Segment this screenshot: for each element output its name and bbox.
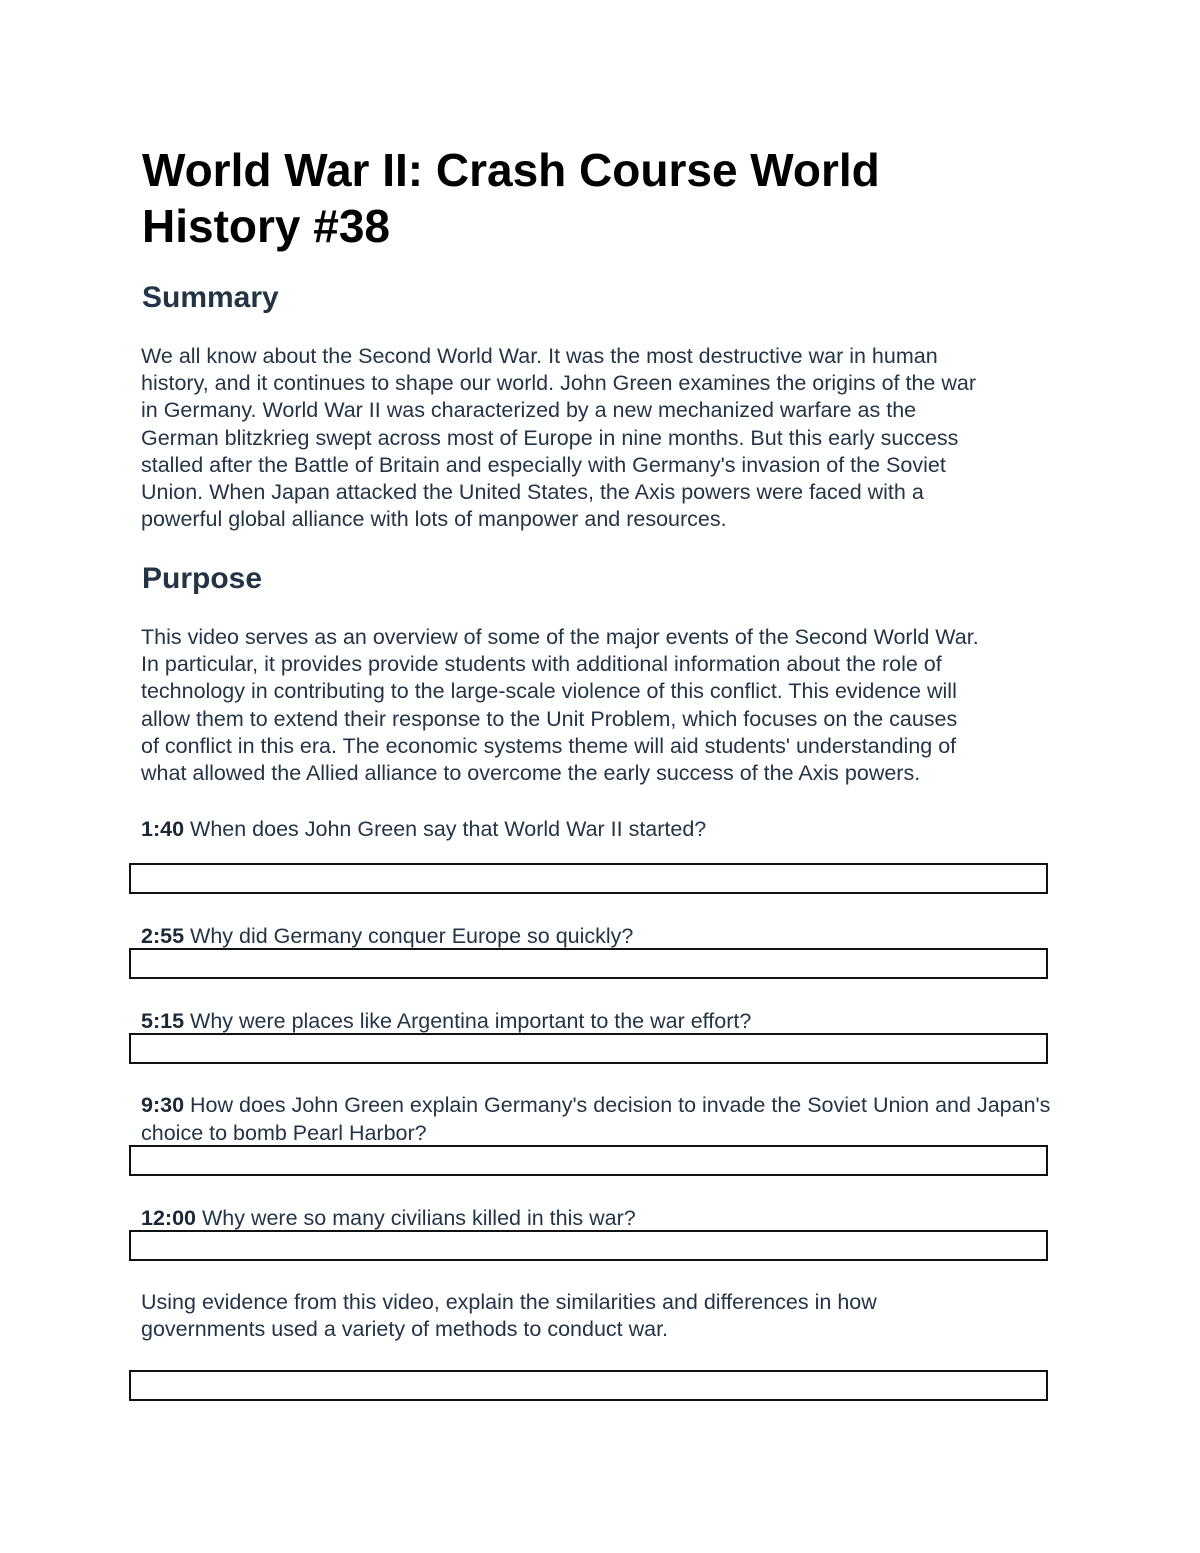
purpose-line: of conflict in this era. The economic systems theme will aid students' understanding of (141, 733, 957, 758)
question-text: Why were places like Argentina important to the war effort? (184, 1009, 752, 1033)
purpose-line: technology in contributing to the large-scale violence of this conflict. This evidence will (141, 679, 957, 704)
title-line-2: History #38 (142, 200, 391, 252)
question-timestamp: 5:15 (141, 1009, 185, 1033)
purpose-paragraph (141, 624, 1071, 787)
purpose-line: allow them to extend their response to the Unit Problem, which focuses on the causes (141, 706, 958, 731)
question-5 (141, 1204, 1071, 1232)
question-timestamp: 2:55 (141, 924, 185, 948)
answer-field-3[interactable] (129, 1033, 1048, 1064)
summary-line: history, and it continues to shape our world. John Green examines the origins of the war (141, 371, 976, 396)
answer-field-6[interactable] (129, 1370, 1048, 1401)
question-text: How does John Green explain Germany's decision to invade the Soviet Union and Japan's choice to bomb Pearl Harbor? (141, 1093, 1051, 1145)
page-title (142, 142, 1042, 254)
summary-paragraph (141, 343, 1071, 533)
purpose-heading: Purpose (142, 562, 263, 595)
question-2 (141, 922, 1071, 950)
answer-field-1[interactable] (129, 863, 1048, 894)
summary-line: We all know about the Second World War. It was the most destructive war in human (141, 344, 938, 368)
summary-line: stalled after the Battle of Britain and especially with Germany's invasion of the Soviet (141, 452, 946, 477)
question-timestamp: 12:00 (141, 1206, 196, 1230)
question-3 (141, 1007, 1071, 1035)
purpose-line: what allowed the Allied alliance to overcome the early success of the Axis powers. (141, 761, 921, 786)
summary-heading: Summary (142, 281, 279, 314)
purpose-line: This video serves as an overview of some of the major events of the Second World War. (141, 625, 979, 649)
answer-field-4[interactable] (129, 1145, 1048, 1176)
question-1 (141, 815, 1071, 843)
question-timestamp: 1:40 (141, 817, 185, 841)
question-timestamp: 9:30 (141, 1093, 185, 1117)
summary-line: Union. When Japan attacked the United States, the Axis powers were faced with a (141, 480, 924, 505)
purpose-line: In particular, it provides provide students with additional information about the role of (141, 652, 942, 677)
question-text: When does John Green say that World War II started? (184, 817, 707, 841)
question-text: Why were so many civilians killed in this war? (196, 1206, 636, 1230)
final-prompt (141, 1289, 1071, 1343)
question-4 (141, 1091, 1071, 1147)
question-text: Why did Germany conquer Europe so quickly? (184, 924, 634, 948)
final-prompt-line: governments used a variety of methods to conduct war. (141, 1317, 669, 1342)
summary-line: in Germany. World War II was characterized by a new mechanized warfare as the (141, 398, 917, 423)
final-prompt-line: Using evidence from this video, explain the similarities and differences in how (141, 1290, 877, 1314)
answer-field-5[interactable] (129, 1230, 1048, 1261)
title-line-1: World War II: Crash Course World (142, 144, 880, 196)
summary-line: German blitzkrieg swept across most of Europe in nine months. But this early success (141, 425, 959, 450)
answer-field-2[interactable] (129, 948, 1048, 979)
summary-line: powerful global alliance with lots of manpower and resources. (141, 507, 727, 532)
